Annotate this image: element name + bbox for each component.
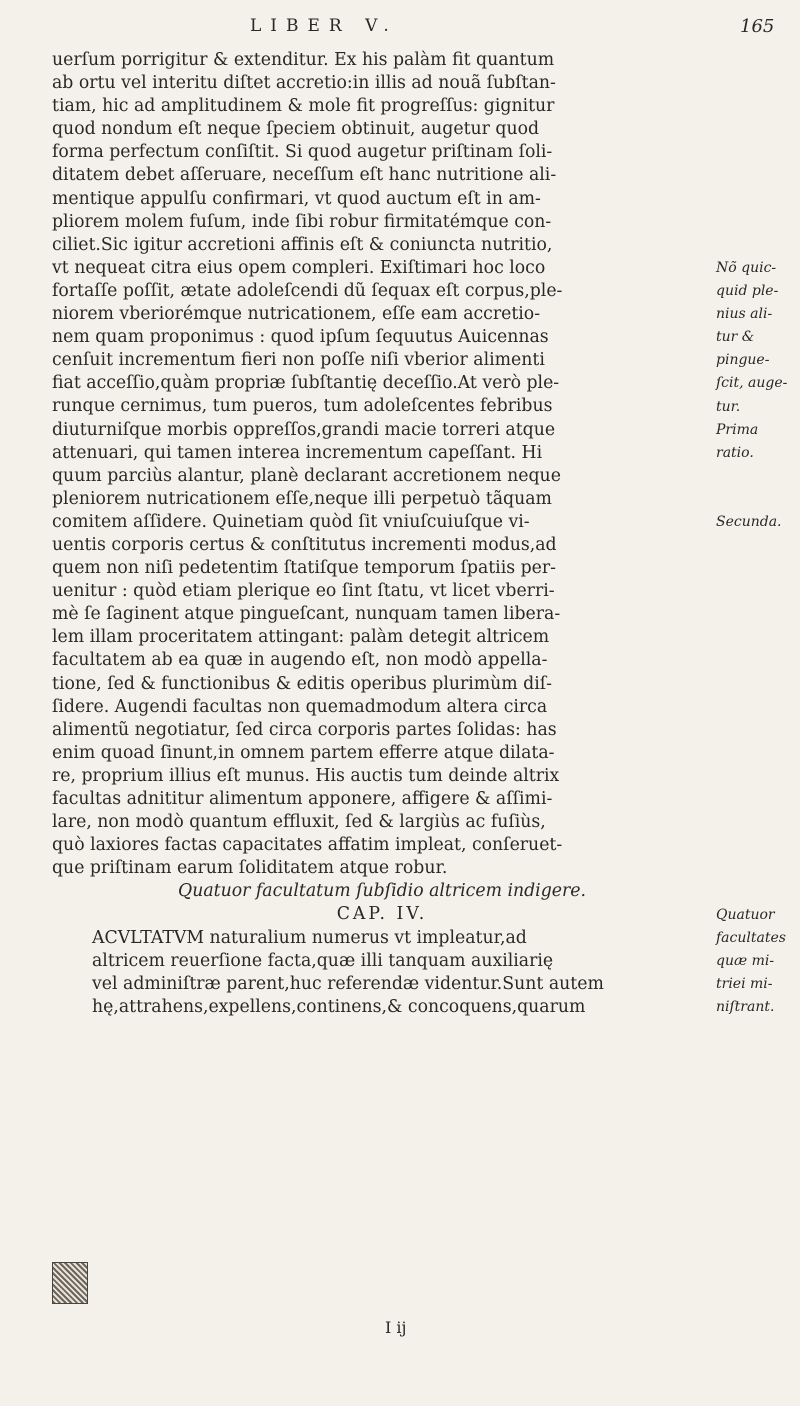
- chapter-text-line: altricem reuerſione facta,quæ illi tanquam auxiliarię: [92, 950, 554, 971]
- margin-note: niſtrant.: [716, 999, 775, 1016]
- text-line: uentis corporis certus & conſtitutus incrementi modus,ad: [52, 534, 557, 555]
- text-line: nem quam proponimus : quod ipſum ſequutus Auicennas: [52, 327, 549, 348]
- text-line: ditatem debet aſſeruare, neceſſum eſt hanc nutritione ali-: [52, 165, 557, 186]
- margin-note: nius ali-: [716, 306, 773, 323]
- section-heading: Quatuor facultatum ſubſidio altricem indigere.: [178, 881, 586, 902]
- margin-note: tur.: [716, 398, 741, 415]
- text-line: enim quoad ſinunt,in omnem partem efferre atque dilata-: [52, 742, 555, 763]
- text-line: runque cernimus, tum pueros, tum adoleſcentes febribus: [52, 396, 553, 417]
- text-line: pliorem molem fuſum, inde ſibi robur firmitatémque con-: [52, 211, 552, 232]
- main-text-block: [52, 49, 712, 1019]
- margin-note: pingue-: [716, 352, 770, 369]
- ornamental-initial-icon: [52, 1262, 88, 1304]
- text-line: facultatem ab ea quæ in augendo eſt, non modò appella-: [52, 650, 548, 671]
- margin-note: Nõ quic-: [716, 259, 777, 276]
- text-line: mentique appulſu confirmari, vt quod auctum eſt in am-: [52, 188, 541, 209]
- text-line: lem illam proceritatem attingant: palàm detegit altricem: [52, 627, 550, 648]
- margin-note: Prima: [716, 421, 759, 438]
- chapter-text-line: vel adminiſtræ parent,huc referendæ videntur.Sunt autem: [92, 973, 604, 994]
- text-line: quò laxiores factas capacitates affatim impleat, conſeruet-: [52, 835, 563, 856]
- text-line: forma perfectum conſiſtit. Si quod augetur priſtinam ſoli-: [52, 142, 553, 163]
- text-line: ciliet.Sic igitur accretioni affinis eſt & coniuncta nutritio,: [52, 234, 553, 255]
- text-line: fiat acceſſio,quàm propriæ ſubſtantię deceſſio.At verò ple-: [52, 373, 560, 394]
- text-line: alimentũ negotiatur, ſed circa corporis partes ſolidas: has: [52, 719, 557, 740]
- text-line: facultas adnititur alimentum apponere, affigere & aſſimi-: [52, 789, 553, 809]
- text-line: vt nequeat citra eius opem compleri. Exiſtimari hoc loco: [52, 257, 546, 278]
- text-line: tione, ſed & functionibus & editis operibus plurimùm diſ-: [52, 673, 552, 694]
- margin-note: ſcit, auge-: [716, 375, 788, 392]
- text-line: tiam, hic ad amplitudinem & mole fit progreſſus: gignitur: [52, 96, 555, 117]
- text-line: cenſuit incrementum fieri non poſſe niſi vberior alimenti: [52, 350, 545, 371]
- text-line: diuturniſque morbis oppreſſos,grandi macie torreri atque: [52, 419, 556, 440]
- text-line: ſidere. Augendi facultas non quemadmodum altera circa: [52, 696, 548, 717]
- margin-note: ratio.: [716, 444, 754, 461]
- text-line: ab ortu vel interitu diſtet accretio:in illis ad nouã ſubſtan-: [52, 73, 556, 94]
- chapter-label: CAP. IV.: [336, 904, 428, 925]
- page-header: [0, 16, 800, 46]
- text-line: attenuari, qui tamen interea incrementum capeſſant. Hi: [52, 442, 543, 463]
- page-number: 165: [740, 16, 775, 37]
- text-line: comitem aſſidere. Quinetiam quòd ſit vniuſcuiuſque vi-: [52, 511, 530, 532]
- margin-note: facultates: [716, 929, 786, 946]
- text-line: pleniorem nutricationem eſſe,neque illi perpetuò tãquam: [52, 488, 552, 509]
- text-line: quum parciùs alantur, planè declarant accretionem neque: [52, 465, 561, 486]
- margin-note: Quatuor: [716, 906, 775, 923]
- text-line: uenitur : quòd etiam plerique eo ſint ſtatu, vt licet vberri-: [52, 581, 555, 602]
- margin-note: tur &: [716, 329, 755, 346]
- text-line: fortaſſe poſſit, ætate adoleſcendi dũ ſequax eſt corpus,ple-: [52, 280, 563, 301]
- text-line: lare, non modò quantum effluxit, ſed & largiùs ac fuſiùs,: [52, 812, 546, 833]
- margin-note: Secunda.: [716, 514, 782, 530]
- text-line: re, proprium illius eſt munus. His auctis tum deinde altrix: [52, 765, 560, 786]
- text-line: que priſtinam earum ſoliditatem atque robur.: [52, 858, 448, 879]
- text-line: uerſum porrigitur & extenditur. Ex his palàm fit quantum: [52, 50, 555, 70]
- margin-note: triei mi-: [716, 976, 773, 992]
- text-line: niorem vberiorémque nutricationem, eſſe eam accretio-: [52, 304, 541, 325]
- text-line: quem non niſi pedetentim ſtatiſque temporum ſpatiis per-: [52, 558, 556, 579]
- running-head: LIBER V.: [250, 16, 398, 36]
- signature-mark: I ij: [385, 1318, 407, 1337]
- margin-note: quid ple-: [716, 283, 779, 299]
- chapter-text-line: hę,attrahens,expellens,continens,& concoquens,quarum: [92, 996, 586, 1017]
- chapter-text-line: ACVLTATVM naturalium numerus vt impleatur,ad: [92, 927, 527, 948]
- text-line: mè ſe ſaginent atque pingueſcant, nunquam tamen libera-: [52, 604, 561, 625]
- margin-note: quæ mi-: [716, 952, 775, 969]
- text-line: quod nondum eſt neque ſpeciem obtinuit, augetur quod: [52, 119, 540, 140]
